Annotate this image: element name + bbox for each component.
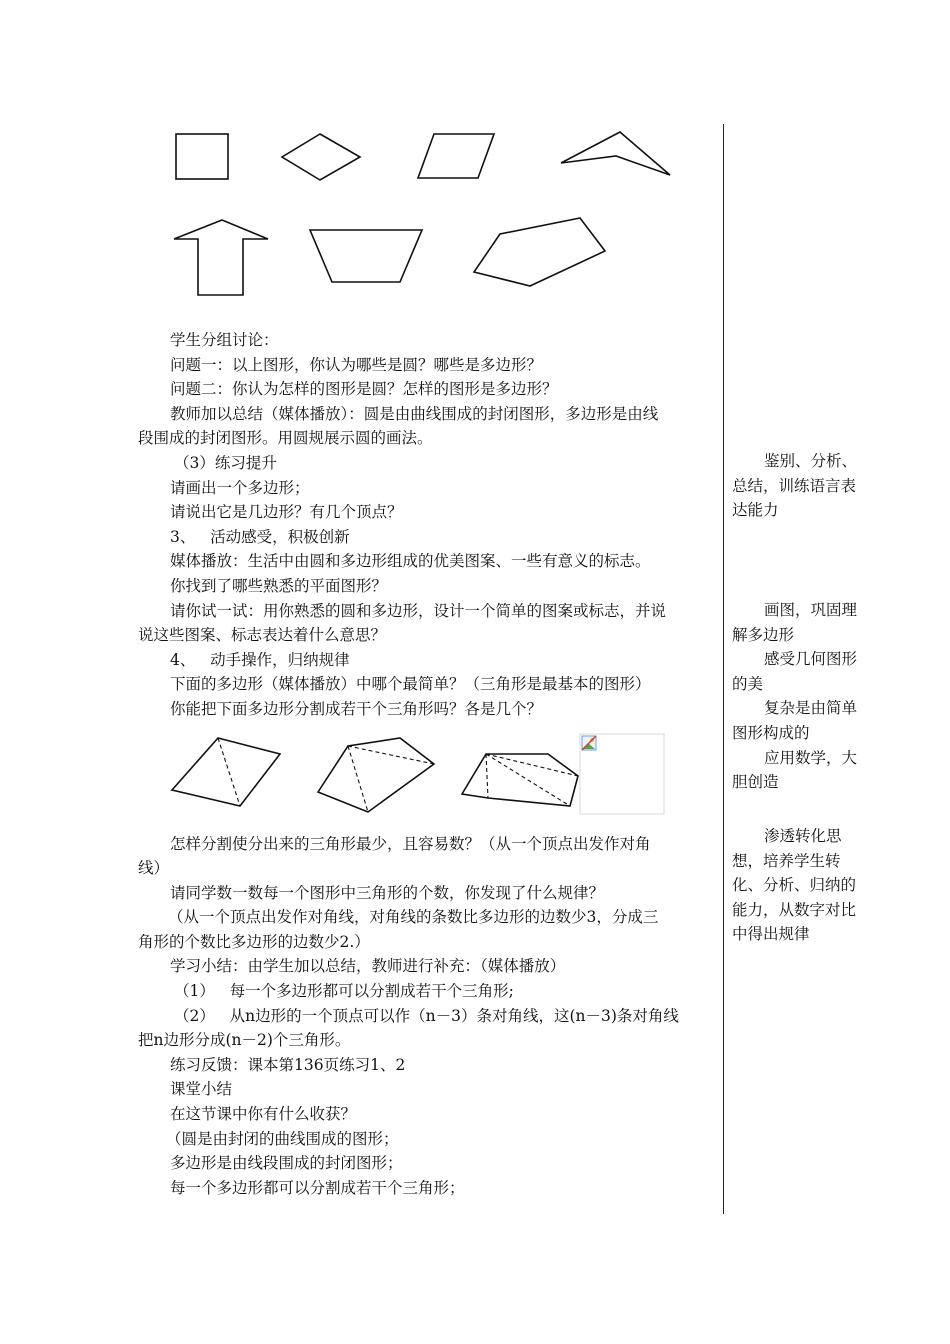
paragraph: 问题一：以上图形，你认为哪些是圆？哪些是多边形？ [170, 355, 543, 374]
square-shape [176, 134, 228, 179]
parallelogram-shape [418, 134, 494, 178]
paragraph: 下面的多边形（媒体播放）中哪个最简单？（三角形是最基本的图形） [170, 675, 651, 694]
broken-image-placeholder [580, 734, 664, 814]
main-text-column [138, 328, 716, 1200]
paragraph: 问题二：你认为怎样的图形是圆？怎样的图形是多边形？ [170, 380, 558, 399]
side-note-line: 渗透转化思 [764, 827, 842, 845]
quadrilateral-shape [172, 738, 280, 806]
side-note-line: 的美 [732, 674, 764, 693]
side-note-line: 中得出规律 [732, 925, 810, 944]
list-item: （1） 每一个多边形都可以分割成若干个三角形; [174, 982, 514, 1001]
paragraph: （3）练习提升 [174, 453, 277, 472]
triangulation-figure [168, 732, 668, 822]
paragraph: 角形的个数比多边形的边数少2.） [138, 932, 370, 951]
paragraph: 多边形是由线段围成的封闭图形； [170, 1154, 403, 1173]
side-note-line: 总结，训练语言表 [732, 476, 857, 495]
paragraph: 怎样分割使分出来的三角形最少，且容易数？（从一个顶点出发作对角 [170, 834, 651, 853]
paragraph: 请画出一个多边形； [170, 478, 310, 497]
side-note-line: 画图，巩固理 [764, 601, 858, 619]
diagonal-line [218, 738, 240, 806]
side-note-line: 想，培养学生转 [732, 851, 841, 870]
hexagon-shape [462, 754, 578, 806]
paragraph: 说这些图案、标志表达着什么意思？ [138, 626, 387, 645]
paragraph: 每一个多边形都可以分割成若干个三角形； [170, 1178, 465, 1197]
paragraph: 线） [138, 859, 170, 878]
paragraph: 4、 动手操作，归纳规律 [170, 650, 350, 669]
arrow-shape [174, 220, 268, 295]
paragraph: 媒体播放：生活中由圆和多边形组成的优美图案、一些有意义的标志。 [170, 552, 651, 571]
side-note-line: 解多边形 [732, 625, 795, 644]
side-note-line: 能力，从数字对比 [732, 900, 857, 919]
paragraph: 请你试一试：用你熟悉的圆和多边形，设计一个简单的图案或标志，并说 [170, 601, 667, 620]
side-note-line: 化、分析、归纳的 [732, 876, 857, 895]
shapes-figure [160, 120, 680, 310]
side-note-line: 鉴别、分析、 [764, 452, 858, 470]
list-item: （2） 从n边形的一个顶点可以作（n－3）条对角线，这(n－3)条对角线 [174, 1006, 679, 1025]
side-note-line: 感受几何图形 [764, 650, 858, 669]
rhombus-shape [282, 134, 360, 180]
paragraph: 把n边形分成(n－2)个三角形。 [138, 1031, 351, 1050]
paragraph: 课堂小结 [170, 1080, 233, 1099]
paragraph: 段围成的封闭图形。用圆规展示圆的画法。 [138, 429, 433, 448]
side-note-line: 复杂是由简单 [764, 699, 858, 718]
chevron-shape [561, 132, 670, 175]
paragraph: （从一个顶点出发作对角线，对角线的条数比多边形的边数少3，分成三 [168, 908, 659, 927]
paragraph: 你找到了哪些熟悉的平面图形？ [170, 576, 388, 595]
paragraph: 练习反馈：课本第136页练习1、2 [170, 1055, 406, 1074]
paragraph: 请同学数一数每一个图形中三角形的个数，你发现了什么规律？ [170, 883, 605, 902]
paragraph: 在这节课中你有什么收获？ [170, 1105, 357, 1124]
paragraph: 3、 活动感受，积极创新 [170, 527, 350, 546]
diagonal-line [486, 754, 488, 798]
side-note-line: 胆创造 [732, 773, 779, 792]
paragraph: 你能把下面多边形分割成若干个三角形吗？各是几个？ [170, 699, 543, 718]
side-note-line: 图形构成的 [732, 723, 810, 742]
side-note-line: 达能力 [732, 501, 779, 520]
paragraph: （圆是由封闭的曲线围成的图形； [166, 1129, 399, 1148]
diagonal-line [348, 746, 368, 812]
side-note [732, 449, 878, 523]
paragraph: 学生分组讨论： [170, 331, 279, 349]
paragraph: 学习小结：由学生加以总结，教师进行补充：（媒体播放） [170, 957, 566, 976]
paragraph: 教师加以总结（媒体播放）：圆是由曲线围成的封闭图形，多边形是由线 [170, 404, 659, 423]
column-divider [723, 124, 724, 1214]
side-note-line: 应用数学，大 [764, 748, 858, 767]
side-note [732, 598, 878, 795]
pentagon-shape [318, 738, 434, 812]
trapezoid-shape [310, 230, 422, 282]
paragraph: 请说出它是几边形？有几个顶点？ [170, 503, 403, 522]
pentagon-shape [474, 218, 605, 286]
side-note [732, 824, 878, 947]
